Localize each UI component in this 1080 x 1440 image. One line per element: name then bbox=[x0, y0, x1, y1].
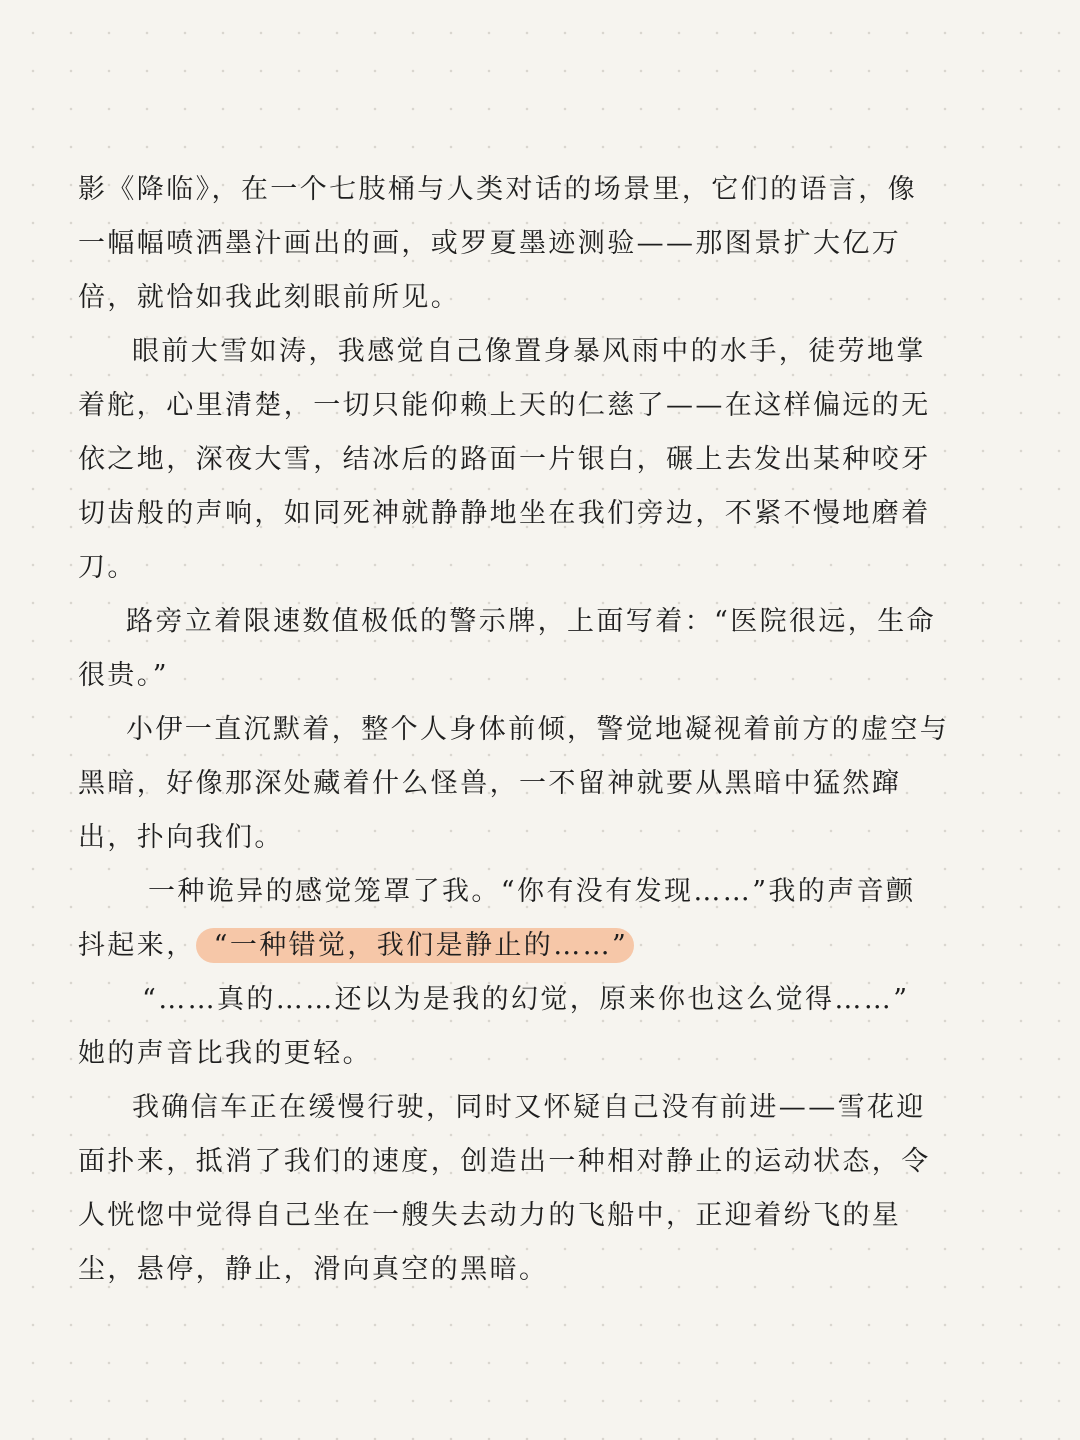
text-line: 依之地，深夜大雪，结冰后的路面一片银白，碾上去发出某种咬牙 bbox=[78, 444, 931, 475]
text-line: 面扑来，抵消了我们的速度，创造出一种相对静止的运动状态，令 bbox=[78, 1146, 931, 1177]
text-line: 路旁立着限速数值极低的警示牌，上面写着：“医院很远，生命 bbox=[126, 606, 937, 637]
text-line: 很贵。” bbox=[78, 660, 169, 691]
text-line: 眼前大雪如涛，我感觉自己像置身暴风雨中的水手，徒劳地掌 bbox=[132, 336, 926, 367]
text-line: 切齿般的声响，如同死神就静静地坐在我们旁边，不紧不慢地磨着 bbox=[78, 498, 931, 529]
text-line: 影《降临》，在一个七肢桶与人类对话的场景里，它们的语言，像 bbox=[78, 174, 918, 205]
text-line: 我确信车正在缓慢行驶，同时又怀疑自己没有前进——雪花迎 bbox=[132, 1092, 926, 1123]
text-line: 倍，就恰如我此刻眼前所见。 bbox=[78, 282, 461, 313]
text-line: 着舵，心里清楚，一切只能仰赖上天的仁慈了——在这样偏远的无 bbox=[78, 390, 931, 421]
text-line: 一种诡异的感觉笼罩了我。“你有没有发现……”我的声音颤 bbox=[148, 876, 916, 907]
text-line bbox=[78, 919, 868, 973]
text-line: 尘，悬停，静止，滑向真空的黑暗。 bbox=[78, 1254, 549, 1285]
text-line: 她的声音比我的更轻。 bbox=[78, 1038, 372, 1069]
text-line: “……真的……还以为是我的幻觉，原来你也这么觉得……” bbox=[142, 984, 910, 1015]
text-line: 刀。 bbox=[78, 552, 137, 583]
text-line: 人恍惚中觉得自己坐在一艘失去动力的飞船中，正迎着纷飞的星 bbox=[78, 1200, 902, 1231]
text-line: 一幅幅喷洒墨汁画出的画，或罗夏墨迹测验——那图景扩大亿万 bbox=[78, 228, 902, 259]
text-line: 黑暗，好像那深处藏着什么怪兽，一不留神就要从黑暗中猛然蹿 bbox=[78, 768, 902, 799]
text-line: 出，扑向我们。 bbox=[78, 822, 284, 853]
text-line-prefix: 抖起来， bbox=[78, 930, 196, 961]
highlighted-quote: “一种错觉，我们是静止的……” bbox=[196, 928, 635, 963]
body-text bbox=[78, 163, 950, 1297]
text-line: 小伊一直沉默着，整个人身体前倾，警觉地凝视着前方的虚空与 bbox=[126, 714, 950, 745]
